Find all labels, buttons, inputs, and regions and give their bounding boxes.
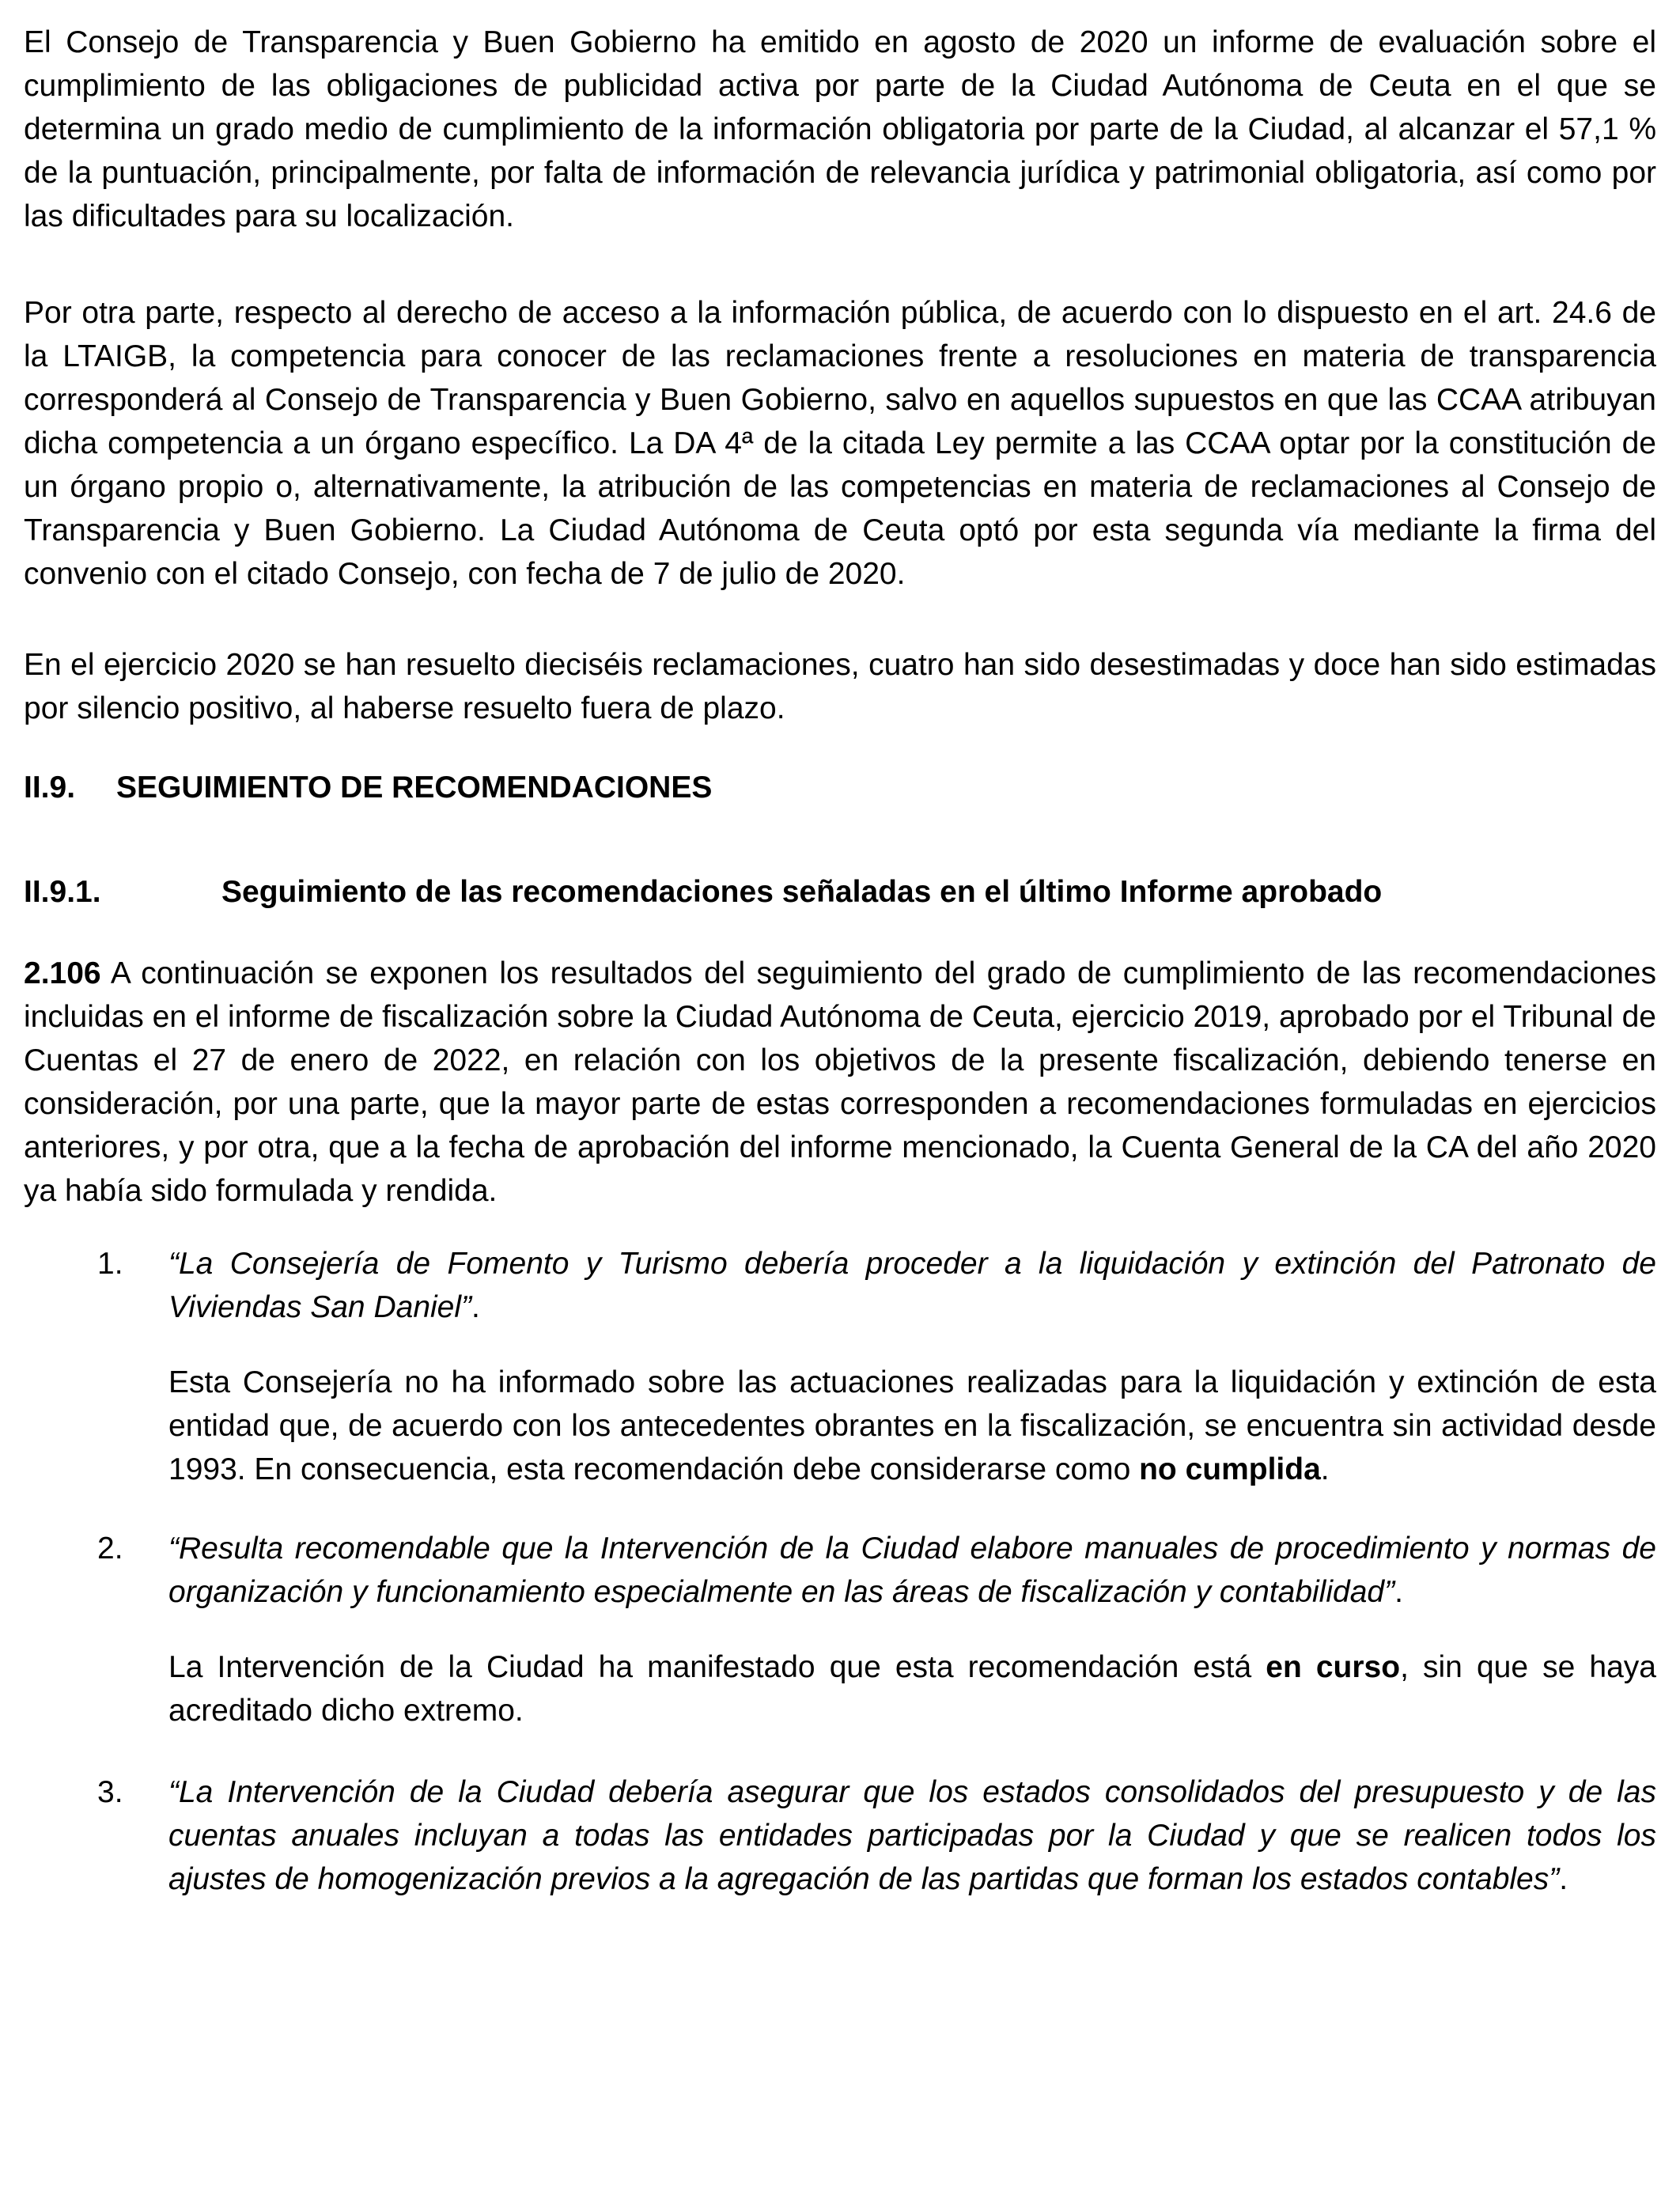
- recommendation-2-quote-text: “Resulta recomendable que la Intervención de la Ciudad elabore manuales de procedimiento y normas de organización y funcionamiento especialmente en las áreas de fiscalización y contabilidad”: [168, 1532, 1656, 1609]
- subsection-number: II.9.1.: [24, 875, 101, 909]
- section-title: SEGUIMIENTO DE RECOMENDACIONES: [116, 770, 713, 805]
- recommendation-item-2: [24, 1527, 1656, 1732]
- recommendation-2-quote: [168, 1527, 1656, 1614]
- recommendation-1-response-end: .: [1320, 1452, 1330, 1486]
- recommendation-item-1: [24, 1242, 1656, 1491]
- recommendation-2-response-end: , sin que se haya acreditado dicho extremo.: [168, 1650, 1656, 1728]
- paragraph-access-to-information: Por otra parte, respecto al derecho de acceso a la información pública, de acuerdo con lo dispuesto en el art. 24.6 de la LTAIGB, la competencia para conocer de las reclamaciones frente a resoluciones en materia de transparencia corresponderá al Consejo de Transparencia y Buen Gobierno, salvo en aquellos supuestos en que las CCAA atribuyan dicha competencia a un órgano específico. La DA 4ª de la citada Ley permite a las CCAA optar por la constitución de un órgano propio o, alternativamente, la atribución de las competencias en materia de reclamaciones al Consejo de Transparencia y Buen Gobierno. La Ciudad Autónoma de Ceuta optó por esta segunda vía mediante la firma del convenio con el citado Consejo, con fecha de 7 de julio de 2020.: [24, 296, 1656, 591]
- recommendation-3-quote: [168, 1770, 1656, 1901]
- recommendation-3-quote-text: “La Intervención de la Ciudad debería asegurar que los estados consolidados del presupuesto y de las cuentas anuales incluyan a todas las entidades participadas por la Ciudad y que se realicen todos los ajustes de homogenización previos a la agregación de las partidas que forman los estados contables”: [168, 1775, 1656, 1896]
- recommendation-2-response-status: en curso: [1266, 1650, 1401, 1684]
- paragraph-2106-text: A continuación se exponen los resultados del seguimiento del grado de cumplimiento de las recomendaciones incluidas en el informe de fiscalización sobre la Ciudad Autónoma de Ceuta, ejercicio 2019, aprobado por el Tribunal de Cuentas el 27 de enero de 2022, en relación con los objetivos de la presente fiscalización, debiendo tenerse en consideración, por una parte, que la mayor parte de estas corresponden a recomendaciones formuladas en ejercicios anteriores, y por otra, que a la fecha de aprobación del informe mencionado, la Cuenta General de la CA del año 2020 ya había sido formulada y rendida.: [24, 956, 1656, 1208]
- subsection-heading: [24, 870, 1656, 914]
- paragraph-2106: [24, 952, 1656, 1213]
- recommendation-3-quote-suffix: .: [1559, 1862, 1568, 1896]
- recommendation-1-quote-text: “La Consejería de Fomento y Turismo debería proceder a la liquidación y extinción del Patronato de Viviendas San Daniel”: [168, 1247, 1656, 1324]
- recommendation-2-number: 2.: [97, 1532, 123, 1566]
- recommendation-3-number: 3.: [97, 1775, 123, 1809]
- section-number: II.9.: [24, 770, 76, 805]
- recommendation-3-quote-row: [97, 1770, 1656, 1901]
- paragraph-claims-2020: En el ejercicio 2020 se han resuelto dieciséis reclamaciones, cuatro han sido desestimadas y doce han sido estimadas por silencio positivo, al haberse resuelto fuera de plazo.: [24, 648, 1656, 725]
- recommendation-1-response: [168, 1361, 1656, 1491]
- subsection-title: Seguimiento de las recomendaciones señaladas en el último Informe aprobado: [221, 875, 1383, 909]
- recommendation-1-number: 1.: [97, 1247, 123, 1281]
- recommendation-2-response-text: La Intervención de la Ciudad ha manifestado que esta recomendación está: [168, 1650, 1266, 1684]
- recommendation-1-quote: [168, 1242, 1656, 1329]
- recommendation-item-3: [24, 1770, 1656, 1901]
- paragraph-2106-number: 2.106: [24, 956, 101, 990]
- recommendation-2-quote-suffix: .: [1394, 1575, 1403, 1609]
- recommendation-1-response-status: no cumplida: [1139, 1452, 1321, 1486]
- recommendation-2-response: [168, 1645, 1656, 1732]
- recommendation-1-quote-suffix: .: [471, 1290, 480, 1324]
- recommendation-1-quote-row: [97, 1242, 1656, 1329]
- recommendation-1-response-text: Esta Consejería no ha informado sobre las actuaciones realizadas para la liquidación y extinción de esta entidad que, de acuerdo con los antecedentes obrantes en la fiscalización, se encuentra sin actividad desde 1993. En consecuencia, esta recomendación debe considerarse como: [168, 1365, 1656, 1486]
- paragraph-transparency-report: El Consejo de Transparencia y Buen Gobierno ha emitido en agosto de 2020 un informe de evaluación sobre el cumplimiento de las obligaciones de publicidad activa por parte de la Ciudad Autónoma de Ceuta en el que se determina un grado medio de cumplimiento de la información obligatoria por parte de la Ciudad, al alcanzar el 57,1 % de la puntuación, principalmente, por falta de información de relevancia jurídica y patrimonial obligatoria, así como por las dificultades para su localización.: [24, 25, 1656, 233]
- recommendation-2-quote-row: [97, 1527, 1656, 1614]
- section-heading: [24, 766, 1656, 809]
